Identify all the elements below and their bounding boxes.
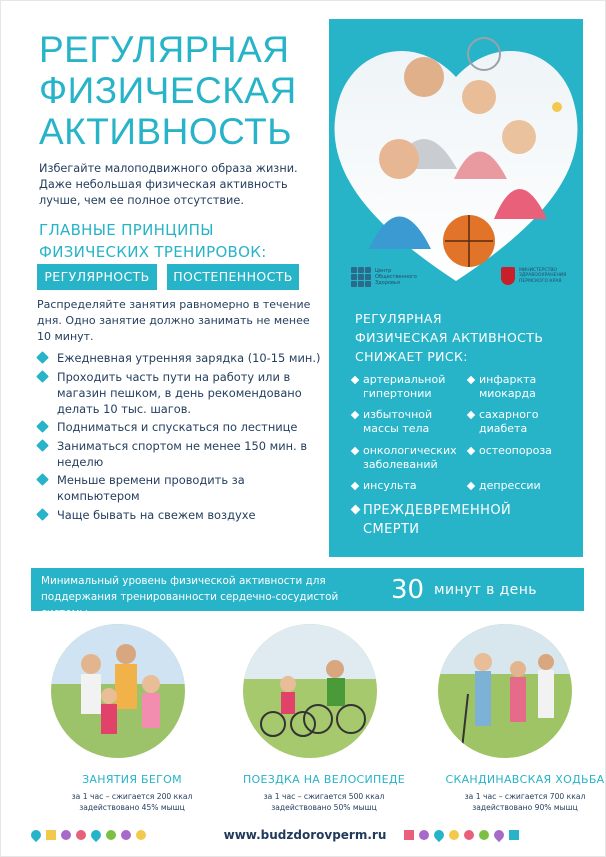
flower-icon <box>464 830 474 840</box>
list-item <box>37 438 322 470</box>
diamond-bullet-icon <box>36 370 49 383</box>
logos-row <box>351 267 583 297</box>
cycling-photo <box>243 624 377 758</box>
poster-title <box>39 29 319 152</box>
list-item <box>37 507 322 523</box>
diamond-bullet-icon <box>467 482 475 490</box>
lead-text: Распределяйте занятия равномерно в течение дня. Одно занятие должно занимать не менее 10 минут. <box>37 298 311 343</box>
tag-gradualness: ПОСТЕПЕННОСТЬ <box>167 264 299 290</box>
banner-number: 30 <box>391 575 425 605</box>
circle-icon <box>449 830 459 840</box>
diamond-bullet-icon <box>467 447 475 455</box>
heart-icon <box>29 828 43 842</box>
diamond-bullet-icon <box>36 508 49 521</box>
flower-icon <box>136 830 146 840</box>
grid-logo-icon <box>351 267 371 287</box>
logo-caption: МИНИСТЕРСТВО ЗДРАВООХРАНЕНИЯ ПЕРМСКОГО КРАЯ <box>519 267 567 284</box>
list-item <box>37 419 322 435</box>
diamond-bullet-icon <box>36 439 49 452</box>
activity-desc-line: за 1 час – сжигается 200 ккал <box>71 792 193 801</box>
logo-caption: Центр Общественного Здоровья <box>375 268 417 286</box>
list-item <box>37 350 322 366</box>
list-item-text: Меньше времени проводить за компьютером <box>57 473 245 504</box>
risk-item <box>467 444 577 458</box>
diamond-bullet-icon <box>36 351 49 364</box>
list-item-text: Ежедневная утренняя зарядка (10-15 мин.) <box>57 351 321 365</box>
risk-item <box>467 373 577 400</box>
risk-item <box>467 479 577 493</box>
footer-decor-right <box>404 830 519 840</box>
diamond-bullet-icon <box>351 376 359 384</box>
cycling-photo-image <box>243 624 377 758</box>
risk-item <box>351 444 475 471</box>
heart-icon <box>89 828 103 842</box>
title-line: ФИЗИЧЕСКАЯ <box>39 70 297 111</box>
risk-item <box>351 408 469 435</box>
risk-item <box>467 408 577 435</box>
flower-icon <box>106 830 116 840</box>
risk-item-text: сахарного диабета <box>479 408 539 435</box>
list-item-text: Заниматься спортом не менее 150 мин. в неделю <box>57 438 308 469</box>
risk-item-text: избыточной массы тела <box>363 408 433 435</box>
risk-item-premature-death <box>351 501 551 539</box>
list-item <box>37 472 322 504</box>
family-photo-heart <box>329 19 583 289</box>
running-photo <box>51 624 185 758</box>
principles-heading-line: ГЛАВНЫЕ ПРИНЦИПЫ <box>39 221 214 239</box>
intro-text: Избегайте малоподвижного образа жизни. Даже небольшая физическая активность лучше, чем ее полное отсутствие. <box>39 162 298 207</box>
list-item-text: Проходить часть пути на работу или в магазин пешком, в день рекомендовано делать 10 тыс. шагов. <box>57 369 302 416</box>
title-line: РЕГУЛЯРНАЯ <box>39 29 290 70</box>
risk-item-text: онкологических заболеваний <box>363 444 457 471</box>
activity-desc-line: за 1 час – сжигается 500 ккал <box>263 792 385 801</box>
risk-panel <box>329 19 583 557</box>
activity-desc-line: за 1 час – сжигается 700 ккал <box>464 792 586 801</box>
risk-item-text: депрессии <box>479 479 541 492</box>
risk-item <box>351 373 469 400</box>
risk-item-text: остеопороза <box>479 444 552 457</box>
principles-heading-line: ФИЗИЧЕСКИХ ТРЕНИРОВОК: <box>39 243 267 261</box>
diamond-bullet-icon <box>351 482 359 490</box>
diamond-bullet-icon <box>467 376 475 384</box>
list-item <box>37 369 322 417</box>
activity-desc-line: задействовано 50% мышц <box>271 802 377 812</box>
activity-title: СКАНДИНАВСКАЯ ХОДЬБА <box>445 773 605 786</box>
banner-unit: минут в день <box>434 582 537 598</box>
activity-description <box>219 792 429 813</box>
ministry-logo <box>501 267 569 285</box>
activity-title: ПОЕЗДКА НА ВЕЛОСИПЕДЕ <box>242 773 406 786</box>
nordic-walking-photo <box>438 624 572 758</box>
heart-icon <box>432 828 446 842</box>
diamond-bullet-icon <box>351 447 359 455</box>
recommendations-list <box>37 350 322 526</box>
principles-heading <box>39 219 319 263</box>
diamond-bullet-icon <box>351 505 361 515</box>
flower-icon <box>419 830 429 840</box>
risk-item <box>351 479 469 493</box>
list-item-text: Чаще бывать на свежем воздухе <box>57 507 256 522</box>
risk-heading-line: СНИЖАЕТ РИСК: <box>355 349 468 364</box>
footer-decor-left <box>31 830 146 840</box>
public-health-center-logo <box>351 267 419 287</box>
minimum-activity-banner <box>31 568 584 619</box>
activity-description <box>420 792 606 813</box>
diamond-bullet-icon <box>36 420 49 433</box>
diamond-bullet-icon <box>467 411 475 419</box>
square-icon <box>404 830 414 840</box>
tag-regularity: РЕГУЛЯРНОСТЬ <box>37 264 157 290</box>
activity-description <box>27 792 237 813</box>
list-item-text: Подниматься и спускаться по лестнице <box>57 420 298 435</box>
running-photo-image <box>51 624 185 758</box>
activity-title: ЗАНЯТИЯ БЕГОМ <box>82 773 182 786</box>
risk-item-text: ПРЕЖДЕВРЕМЕННОЙ СМЕРТИ <box>363 503 512 537</box>
activity-desc-line: задействовано 45% мышц <box>79 802 185 812</box>
circle-icon <box>479 830 489 840</box>
risk-item-text: инсульта <box>363 479 417 492</box>
flower-icon <box>61 830 71 840</box>
risk-heading <box>355 309 575 366</box>
diamond-bullet-icon <box>36 474 49 487</box>
title-line: АКТИВНОСТЬ <box>39 111 292 152</box>
activity-desc-line: задействовано 90% мышц <box>472 802 578 812</box>
circle-icon <box>76 830 86 840</box>
nordic-walking-photo-image <box>438 624 572 758</box>
square-icon <box>46 830 56 840</box>
website-link[interactable]: www.budzdorovperm.ru <box>223 828 387 842</box>
risk-item-text: инфаркта миокарда <box>479 373 537 400</box>
circle-icon <box>121 830 131 840</box>
coat-of-arms-icon <box>501 267 515 285</box>
banner-text: Минимальный уровень физической активности для поддержания тренированности сердечно-сосудистой системы <box>41 575 339 619</box>
risk-heading-line: РЕГУЛЯРНАЯ <box>355 311 442 326</box>
diamond-bullet-icon <box>351 411 359 419</box>
risk-item-text: артериальной гипертонии <box>363 373 446 400</box>
risk-heading-line: ФИЗИЧЕСКАЯ АКТИВНОСТЬ <box>355 330 544 345</box>
square-icon <box>509 830 519 840</box>
heart-icon <box>492 828 506 842</box>
